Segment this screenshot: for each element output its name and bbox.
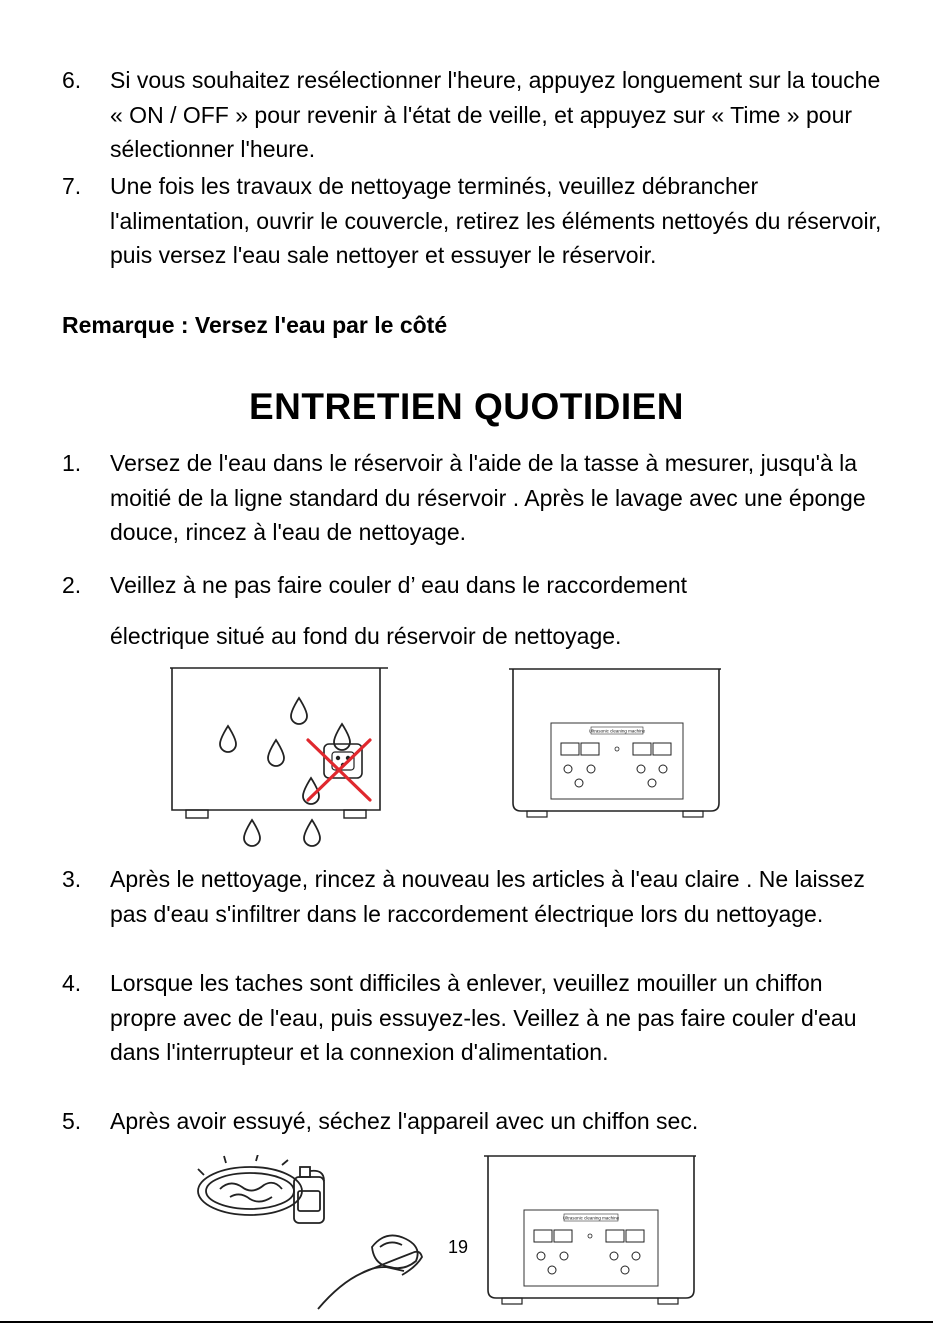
step-number: 1. (62, 450, 82, 476)
step-text: Une fois les travaux de nettoyage terminés, veuillez débrancher l'alimentation, ouvrir le couvercle, retirez les éléments nettoyés du réservoir, puis versez l'eau sale nettoyer et essuyer le réservoir. (110, 173, 882, 268)
step-text: Versez de l'eau dans le réservoir à l'aide de la tasse à mesurer, jusqu'à la moitié de la ligne standard du réservoir . Après le lavage avec une éponge douce, rincez à l'eau de nettoyage. (110, 450, 866, 545)
step-text-line-1: Veillez à ne pas faire couler d’ eau dans le raccordement (110, 572, 688, 598)
step-text: Après avoir essuyé, séchez l'appareil avec un chiffon sec. (110, 1108, 699, 1134)
step-text-line-2: électrique situé au fond du réservoir de nettoyage. (110, 622, 622, 649)
step-number: 2. (62, 572, 82, 598)
detergent-bottle-icon (294, 1167, 324, 1223)
step-7 (62, 169, 882, 273)
water-warning-illustration (160, 660, 400, 850)
device-front-illustration-bottom (480, 1150, 702, 1310)
step-number: 5. (62, 1108, 82, 1134)
step-text: Si vous souhaitez resélectionner l'heure, appuyez longuement sur la touche « ON / OFF » pour revenir à l'état de veille, et appuyez sur « Time » pour sélectionner l'heure. (110, 67, 881, 162)
step-text: Après le nettoyage, rincez à nouveau les articles à l'eau claire . Ne laissez pas d'eau s'infiltrer dans le raccordement électrique lors du nettoyage. (110, 866, 865, 927)
cleaning-supplies-illustration (190, 1155, 430, 1315)
step-6 (62, 63, 882, 167)
section-heading: ENTRETIEN QUOTIDIEN (248, 386, 685, 427)
step-text: Lorsque les taches sont difficiles à enlever, veuillez mouiller un chiffon propre avec de l'eau, puis essuyez-les. Veillez à ne pas faire couler d'eau dans l'interrupteur et la connexion d'alimentation. (110, 970, 857, 1065)
remark-note: Remarque : Versez l'eau par le côté (62, 312, 448, 338)
control-panel (551, 723, 683, 799)
device-front-illustration (505, 665, 727, 820)
maintenance-step-5 (62, 1104, 882, 1139)
maintenance-step-1 (62, 446, 882, 550)
page-number: 19 (448, 1237, 469, 1257)
control-panel-bottom (524, 1210, 658, 1286)
hand-with-cloth-icon (318, 1235, 422, 1309)
water-drop-icon (220, 698, 350, 846)
maintenance-step-3 (62, 862, 882, 931)
step-number: 6. (62, 67, 82, 93)
maintenance-step-4 (62, 966, 882, 1070)
panel-title: Ultrasonic cleaning machine (588, 728, 646, 734)
step-number: 7. (62, 173, 82, 199)
basin-icon (198, 1155, 302, 1215)
bottom-rule (0, 1321, 933, 1323)
step-number: 4. (62, 970, 82, 996)
maintenance-step-2 (62, 568, 882, 653)
step-number: 3. (62, 866, 82, 892)
panel-title: Ultrasonic cleaning machine (562, 1215, 620, 1221)
